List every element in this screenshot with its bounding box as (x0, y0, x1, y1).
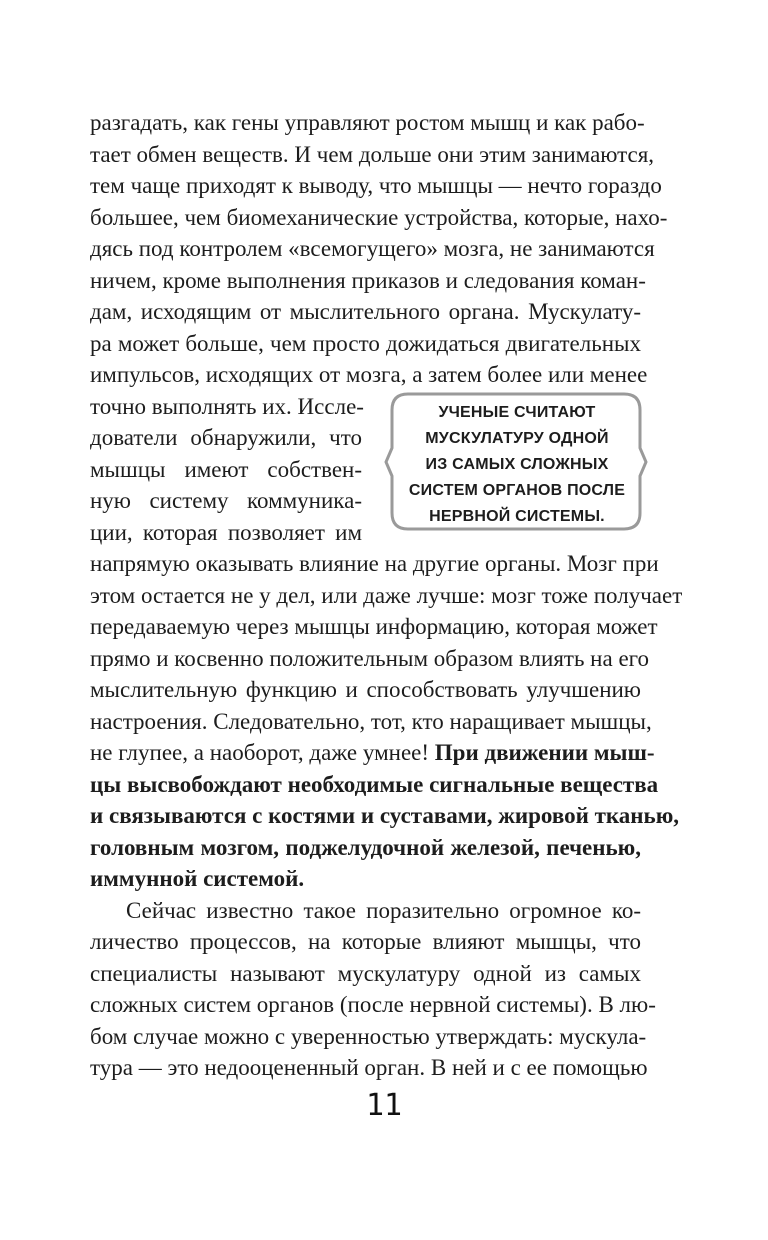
pull-quote-callout (384, 390, 648, 533)
text-line: сложных систем органов (после нервной системы). В лю- (90, 992, 656, 1017)
text-line (90, 738, 655, 768)
callout-text: УЧЕНЫЕ СЧИТАЮТ МУСКУЛАТУРУ ОДНОЙ ИЗ САМЫХ СЛОЖНЫХ СИСТЕМ ОРГАНОВ ПОСЛЕ НЕРВНОЙ СИСТЕМЫ. (408, 404, 626, 525)
text-line: дам, исходящим от мыслительного органа. Мускулату- (90, 299, 641, 324)
text-segment: не глупее, а наоборот, даже умнее! (90, 740, 435, 765)
text-line-bold: головным мозгом, поджелудочной железой, печенью, (90, 835, 641, 860)
text-line: тура — это недооцененный орган. В ней и с ее помощью (90, 1055, 648, 1080)
text-line: импульсов, исходящих от мозга, а затем более или менее (90, 362, 648, 387)
text-line: дясь под контролем «всемогущего» мозга, не занимаются (90, 236, 655, 261)
text-line: личество процессов, на которые влияют мышцы, что (90, 929, 641, 954)
text-line: Сейчас известно такое поразительно огромное ко- (126, 898, 641, 923)
text-line: ничем, кроме выполнения приказов и следования коман- (90, 268, 646, 293)
text-line: бом случае можно с уверенностью утверждать: мускула- (90, 1024, 647, 1049)
text-line: напрямую оказывать влияние на другие органы. Мозг при (90, 551, 659, 576)
text-line: ра может больше, чем просто дожидаться двигательных (90, 331, 641, 356)
text-line: ную систему коммуника- (90, 488, 362, 513)
text-line: разгадать, как гены управляют ростом мышц и как рабо- (90, 110, 645, 135)
text-line: прямо и косвенно положительным образом влиять на его (90, 646, 650, 671)
text-line-bold: цы высвобождают необходимые сигнальные вещества (90, 772, 659, 797)
text-line: большее, чем биомеханические устройства, которые, нахо- (90, 205, 668, 230)
text-line: мышцы имеют собствен- (90, 457, 362, 482)
text-line: ции, которая позволяет им (90, 520, 362, 545)
text-line-bold: и связываются с костями и суставами, жировой тканью, (90, 803, 680, 828)
page-number: 11 (365, 1088, 403, 1123)
text-line-bold: иммунной системой. (90, 866, 305, 891)
text-line: мыслительную функцию и способствовать улучшению (90, 677, 641, 702)
text-line: настроения. Следовательно, тот, кто наращивает мышцы, (90, 709, 652, 734)
text-line: дователи обнаружили, что (90, 425, 362, 450)
bold-emphasis: При движении мыш- (434, 740, 655, 765)
text-line: точно выполнять их. Иссле- (90, 394, 364, 419)
text-line: этом остается не у дел, или даже лучше: мозг тоже получает (90, 583, 683, 608)
text-line: тает обмен веществ. И чем дольше они этим занимаются, (90, 142, 655, 167)
text-line: передаваемую через мышцы информацию, которая может (90, 614, 658, 639)
text-line: специалисты называют мускулатуру одной из самых (90, 961, 641, 986)
text-line: тем чаще приходят к выводу, что мышцы — нечто гораздо (90, 173, 662, 198)
